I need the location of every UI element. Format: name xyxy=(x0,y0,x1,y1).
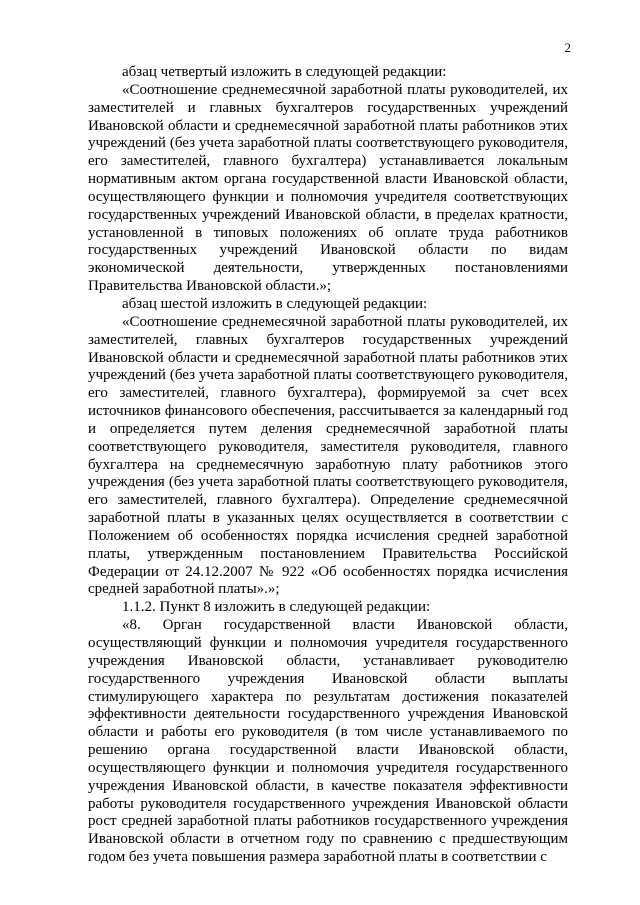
paragraph-paragraph-4-text: «Соотношение среднемесячной заработной платы руководителей, их заместителей и главных бухгалтеров государственных учреждений Ивановской области и среднемесячной заработной платы работников этих учреждений (без учета заработной платы соответствующего руководителя, его заместителей, главного бухгалтера) устанавливается локальным нормативным актом органа государственной власти Ивановской области, осуществляющего функции и полномочия учредителя соответствующих государственных учреждений Ивановской области, в пределах кратности, установленной в типовых положениях об оплате труда работников государственных учреждений Ивановской области по видам экономической деятельности, утвержденных постановлениями Правительства Ивановской области.»; xyxy=(88,81,568,295)
page-number: 2 xyxy=(564,40,571,55)
paragraph-item-8-text: «8. Орган государственной власти Ивановской области, осуществляющий функции и полномочия учредителя государственного учреждения Ивановской области, устанавливает руководителю государственного учреждения Ивановской области выплаты стимулирующего характера по результатам достижения показателей эффективности деятельности государственного учреждения Ивановской области и работы его руководителя (в том числе устанавливаемого по решению органа государственной власти Ивановской области, осуществляющего функции и полномочия учредителя государственного учреждения Ивановской области, в качестве показателя эффективности работы руководителя государственного учреждения Ивановской области рост средней заработной платы работников государственного учреждения Ивановской области в отчетном году по сравнению с предшествующим годом без учета повышения размера заработной платы в соответствии с xyxy=(88,617,568,866)
paragraph-paragraph-6-text: «Соотношение среднемесячной заработной платы руководителей, их заместителей, главных бухгалтеров государственных учреждений Ивановской области и среднемесячной заработной платы работников этих учреждений (без учета заработной платы соответствующего руководителя, его заместителей, главного бухгалтера), формируемой за счет всех источников финансового обеспечения, рассчитывается за календарный год и определяется путем деления среднемесячной заработной платы соответствующего руководителя, заместителя руководителя, главного бухгалтера на среднемесячную заработную плату работников этого учреждения (без учета заработной платы соответствующего руководителя, его заместителей, главного бухгалтера). Определение среднемесячной заработной платы в указанных целях осуществляется в соответствии с Положением об особенностях порядка исчисления средней заработной платы, утвержденным постановлением Правительства Российской Федерации от 24.12.2007 № 922 «Об особенностях порядка исчисления средней заработной платы».»; xyxy=(88,313,568,598)
paragraph-item-1-1-2-heading: 1.1.2. Пункт 8 изложить в следующей редакции: xyxy=(122,599,431,616)
paragraph-paragraph-4-heading: абзац четвертый изложить в следующей редакции: xyxy=(122,64,447,80)
document-body xyxy=(88,64,568,867)
paragraph-paragraph-6-heading: абзац шестой изложить в следующей редакции: xyxy=(122,295,428,312)
